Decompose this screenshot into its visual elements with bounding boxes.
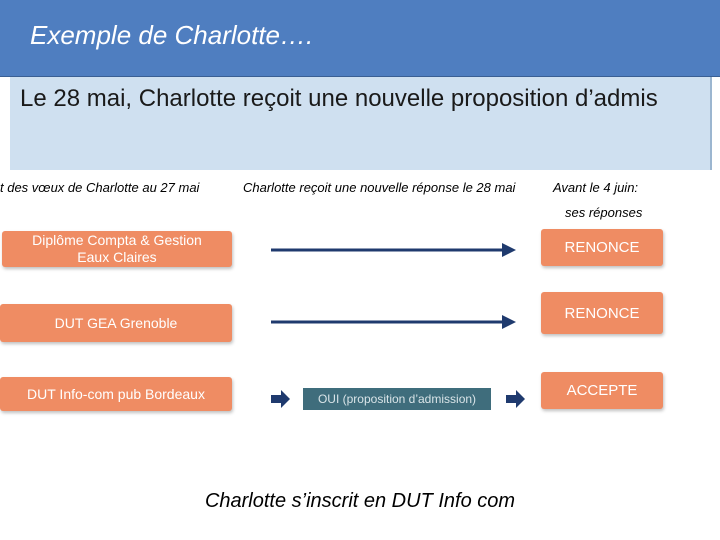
- decision-label: RENONCE: [564, 239, 640, 256]
- decision-box-3: [541, 372, 663, 409]
- voeu-label-line2: Eaux Claires: [77, 249, 157, 265]
- voeu-label: DUT GEA Grenoble: [54, 314, 178, 331]
- decision-box-2: [541, 292, 663, 334]
- voeu-label: Diplôme Compta & Gestion: [32, 232, 202, 248]
- arrow-row-2: [271, 315, 516, 329]
- header-reponse: Charlotte reçoit une nouvelle réponse le 28 mai: [243, 180, 516, 195]
- response-oui-box: OUI (proposition d’admission): [303, 388, 491, 410]
- header-ses-reponses: ses réponses: [565, 205, 643, 220]
- slide-subtitle: Le 28 mai, Charlotte reçoit une nouvelle proposition d’admis: [20, 85, 658, 112]
- header-avant-4-juin: Avant le 4 juin:: [553, 180, 639, 195]
- conclusion-text: Charlotte s’inscrit en DUT Info com: [204, 490, 516, 512]
- arrow-right-icon: [271, 390, 290, 408]
- slide-title: Exemple de Charlotte….: [30, 20, 314, 50]
- decision-box-1: [541, 229, 663, 266]
- voeu-label: DUT Info-com pub Bordeaux: [27, 385, 205, 402]
- decision-label: RENONCE: [564, 304, 640, 322]
- header-voeux: t des vœux de Charlotte au 27 mai: [0, 180, 200, 195]
- arrow-row-1: [271, 243, 516, 257]
- decision-label: ACCEPTE: [566, 382, 638, 399]
- arrow-right-icon: [506, 390, 525, 408]
